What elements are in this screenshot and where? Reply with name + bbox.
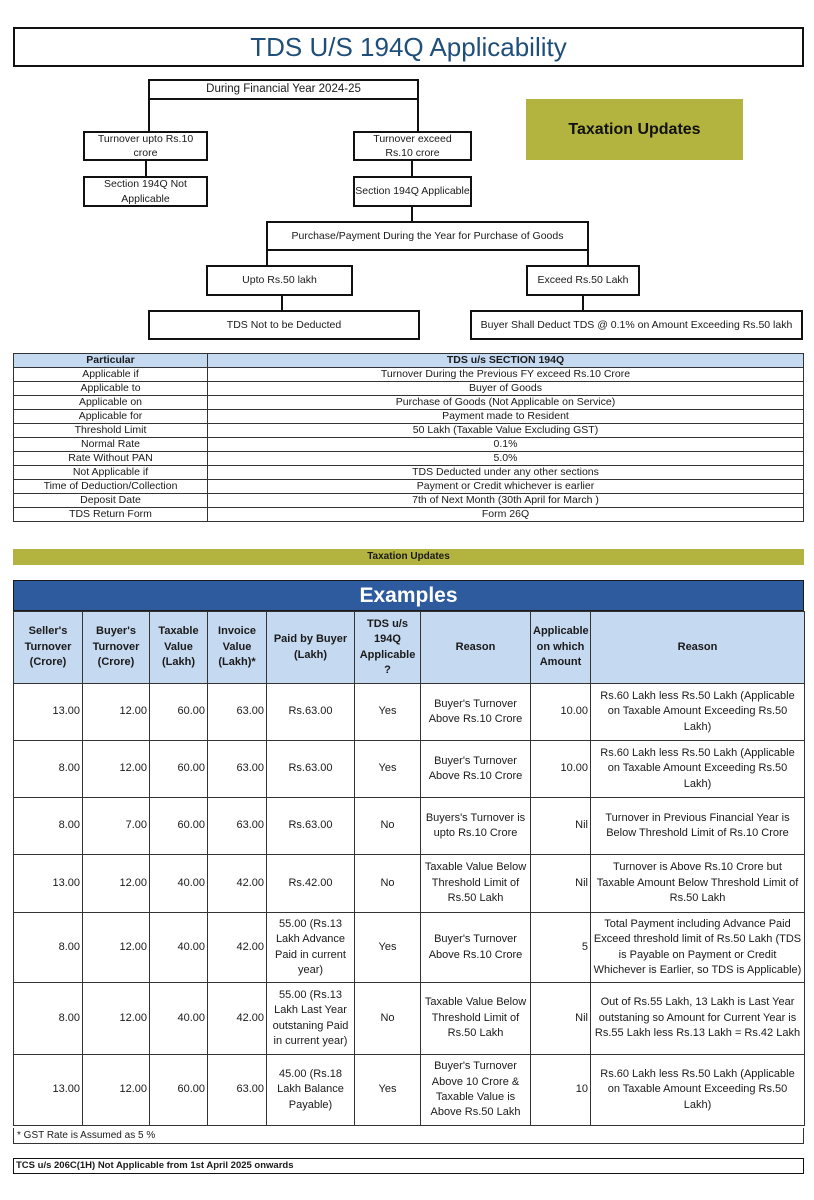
example-cell: 40.00: [150, 855, 208, 913]
particular-label: Time of Deduction/Collection: [14, 480, 208, 494]
example-cell: 10: [531, 1055, 591, 1126]
particular-value: 0.1%: [208, 438, 804, 452]
particulars-row: [14, 382, 804, 396]
particular-value: TDS Deducted under any other sections: [208, 466, 804, 480]
example-cell: 60.00: [150, 741, 208, 798]
tcs-note: TCS u/s 206C(1H) Not Applicable from 1st April 2025 onwards: [13, 1158, 804, 1174]
example-cell: 63.00: [208, 741, 267, 798]
particular-label: Rate Without PAN: [14, 452, 208, 466]
connector: [587, 250, 589, 266]
example-cell: Buyer's Turnover Above Rs.10 Crore: [421, 741, 531, 798]
examples-header-cell: Applicable on which Amount: [531, 612, 591, 684]
example-cell: 42.00: [208, 983, 267, 1055]
particulars-row: [14, 508, 804, 522]
particulars-header-cell: Particular: [14, 354, 208, 368]
example-cell: Nil: [531, 798, 591, 855]
example-cell: Rs.63.00: [267, 741, 355, 798]
examples-header-cell: Seller's Turnover (Crore): [14, 612, 83, 684]
example-row: [14, 983, 805, 1055]
example-cell: Yes: [355, 684, 421, 741]
example-cell: Turnover in Previous Financial Year is Below Threshold Limit of Rs.10 Crore: [591, 798, 805, 855]
connector: [148, 99, 150, 133]
example-cell: Nil: [531, 983, 591, 1055]
example-cell: 8.00: [14, 913, 83, 983]
example-cell: Rs.60 Lakh less Rs.50 Lakh (Applicable on Taxable Amount Exceeding Rs.50 Lakh): [591, 741, 805, 798]
example-cell: Rs.60 Lakh less Rs.50 Lakh (Applicable on Taxable Amount Exceeding Rs.50 Lakh): [591, 1055, 805, 1126]
particulars-row: [14, 396, 804, 410]
flow-exceed-50: Exceed Rs.50 Lakh: [526, 265, 640, 296]
example-cell: 10.00: [531, 741, 591, 798]
example-cell: 8.00: [14, 741, 83, 798]
example-cell: No: [355, 855, 421, 913]
flow-upto-50: Upto Rs.50 lakh: [206, 265, 353, 296]
example-cell: Taxable Value Below Threshold Limit of Rs.50 Lakh: [421, 983, 531, 1055]
example-cell: Buyer's Turnover Above 10 Crore & Taxable Value is Above Rs.50 Lakh: [421, 1055, 531, 1126]
particulars-row: [14, 424, 804, 438]
examples-header-cell: TDS u/s 194Q Applicable ?: [355, 612, 421, 684]
example-cell: Buyer's Turnover Above Rs.10 Crore: [421, 684, 531, 741]
particular-label: Applicable on: [14, 396, 208, 410]
particular-label: Not Applicable if: [14, 466, 208, 480]
connector: [411, 206, 413, 222]
example-cell: 42.00: [208, 913, 267, 983]
examples-header-row: [14, 612, 805, 684]
example-row: [14, 741, 805, 798]
flow-turnover-exceed: Turnover exceed Rs.10 crore: [353, 131, 472, 161]
example-cell: No: [355, 983, 421, 1055]
particular-value: 7th of Next Month (30th April for March ): [208, 494, 804, 508]
example-cell: Buyer's Turnover Above Rs.10 Crore: [421, 913, 531, 983]
example-cell: 42.00: [208, 855, 267, 913]
connector: [417, 99, 419, 133]
particulars-row: [14, 368, 804, 382]
example-row: [14, 1055, 805, 1126]
example-cell: Rs.42.00: [267, 855, 355, 913]
example-row: [14, 798, 805, 855]
flow-turnover-upto: Turnover upto Rs.10 crore: [83, 131, 208, 161]
gst-footnote: * GST Rate is Assumed as 5 %: [13, 1128, 804, 1144]
example-cell: No: [355, 798, 421, 855]
example-cell: 13.00: [14, 1055, 83, 1126]
example-row: [14, 684, 805, 741]
example-cell: 10.00: [531, 684, 591, 741]
particulars-row: [14, 494, 804, 508]
particulars-header-row: [14, 354, 804, 368]
flow-financial-year: During Financial Year 2024-25: [148, 79, 419, 100]
example-cell: 13.00: [14, 855, 83, 913]
flow-not-applicable: Section 194Q Not Applicable: [83, 176, 208, 207]
example-cell: 8.00: [14, 798, 83, 855]
examples-header-cell: Buyer's Turnover (Crore): [83, 612, 150, 684]
page-title: TDS U/S 194Q Applicability: [13, 27, 804, 67]
example-cell: 8.00: [14, 983, 83, 1055]
example-cell: 60.00: [150, 1055, 208, 1126]
particulars-row: [14, 480, 804, 494]
example-cell: 12.00: [83, 1055, 150, 1126]
particular-value: Purchase of Goods (Not Applicable on Service): [208, 396, 804, 410]
connector: [266, 250, 268, 266]
particular-value: Payment made to Resident: [208, 410, 804, 424]
particular-label: Applicable for: [14, 410, 208, 424]
example-cell: Rs.63.00: [267, 798, 355, 855]
example-cell: 12.00: [83, 684, 150, 741]
example-cell: 12.00: [83, 855, 150, 913]
examples-header-cell: Paid by Buyer (Lakh): [267, 612, 355, 684]
examples-header-cell: Reason: [421, 612, 531, 684]
example-cell: 5: [531, 913, 591, 983]
connector: [411, 160, 413, 177]
connector: [582, 295, 584, 311]
particular-value: Form 26Q: [208, 508, 804, 522]
example-cell: 7.00: [83, 798, 150, 855]
particular-value: Buyer of Goods: [208, 382, 804, 396]
example-cell: 45.00 (Rs.18 Lakh Balance Payable): [267, 1055, 355, 1126]
particulars-row: [14, 438, 804, 452]
particular-label: TDS Return Form: [14, 508, 208, 522]
particulars-header-cell: TDS u/s SECTION 194Q: [208, 354, 804, 368]
example-cell: Turnover is Above Rs.10 Crore but Taxable Amount Below Threshold Limit of Rs.50 Lakh: [591, 855, 805, 913]
particular-label: Deposit Date: [14, 494, 208, 508]
example-cell: 63.00: [208, 684, 267, 741]
example-cell: Rs.60 Lakh less Rs.50 Lakh (Applicable on Taxable Amount Exceeding Rs.50 Lakh): [591, 684, 805, 741]
example-cell: 12.00: [83, 741, 150, 798]
example-cell: Buyers's Turnover is upto Rs.10 Crore: [421, 798, 531, 855]
example-cell: 55.00 (Rs.13 Lakh Last Year outstaning Paid in current year): [267, 983, 355, 1055]
flow-buyer-deduct: Buyer Shall Deduct TDS @ 0.1% on Amount Exceeding Rs.50 lakh: [470, 310, 803, 340]
example-cell: 12.00: [83, 913, 150, 983]
particulars-row: [14, 466, 804, 480]
flow-purchase: Purchase/Payment During the Year for Purchase of Goods: [266, 221, 589, 251]
example-cell: Nil: [531, 855, 591, 913]
example-cell: 60.00: [150, 684, 208, 741]
example-cell: Yes: [355, 1055, 421, 1126]
examples-header-cell: Reason: [591, 612, 805, 684]
example-cell: 63.00: [208, 798, 267, 855]
example-cell: 40.00: [150, 913, 208, 983]
taxation-updates-bar: Taxation Updates: [13, 549, 804, 565]
particulars-row: [14, 410, 804, 424]
examples-header-cell: Taxable Value (Lakh): [150, 612, 208, 684]
particulars-row: [14, 452, 804, 466]
examples-header-cell: Invoice Value (Lakh)*: [208, 612, 267, 684]
particular-value: 5.0%: [208, 452, 804, 466]
flow-not-deducted: TDS Not to be Deducted: [148, 310, 420, 340]
example-cell: Out of Rs.55 Lakh, 13 Lakh is Last Year outstaning so Amount for Current Year is Rs.55 Lakh less Rs.13 Lakh = Rs.42 Lakh: [591, 983, 805, 1055]
example-cell: 60.00: [150, 798, 208, 855]
examples-title: Examples: [13, 580, 804, 611]
particulars-table: [13, 353, 804, 522]
example-cell: 13.00: [14, 684, 83, 741]
particular-label: Normal Rate: [14, 438, 208, 452]
example-cell: 12.00: [83, 983, 150, 1055]
particular-label: Threshold Limit: [14, 424, 208, 438]
example-cell: Yes: [355, 913, 421, 983]
example-cell: Yes: [355, 741, 421, 798]
particular-value: Turnover During the Previous FY exceed Rs.10 Crore: [208, 368, 804, 382]
examples-table: [13, 611, 805, 1126]
example-row: [14, 855, 805, 913]
connector: [145, 160, 147, 177]
particular-label: Applicable to: [14, 382, 208, 396]
example-cell: 55.00 (Rs.13 Lakh Advance Paid in current year): [267, 913, 355, 983]
example-cell: Taxable Value Below Threshold Limit of Rs.50 Lakh: [421, 855, 531, 913]
example-cell: Rs.63.00: [267, 684, 355, 741]
connector: [281, 295, 283, 311]
example-cell: 63.00: [208, 1055, 267, 1126]
example-row: [14, 913, 805, 983]
example-cell: 40.00: [150, 983, 208, 1055]
particular-value: Payment or Credit whichever is earlier: [208, 480, 804, 494]
taxation-updates-logo: Taxation Updates: [526, 99, 743, 160]
example-cell: Total Payment including Advance Paid Exceed threshold limit of Rs.50 Lakh (TDS is Payable on Payment or Credit Whichever is Earlier, so TDS is Applicable): [591, 913, 805, 983]
flow-applicable: Section 194Q Applicable: [353, 176, 472, 207]
particular-value: 50 Lakh (Taxable Value Excluding GST): [208, 424, 804, 438]
particular-label: Applicable if: [14, 368, 208, 382]
